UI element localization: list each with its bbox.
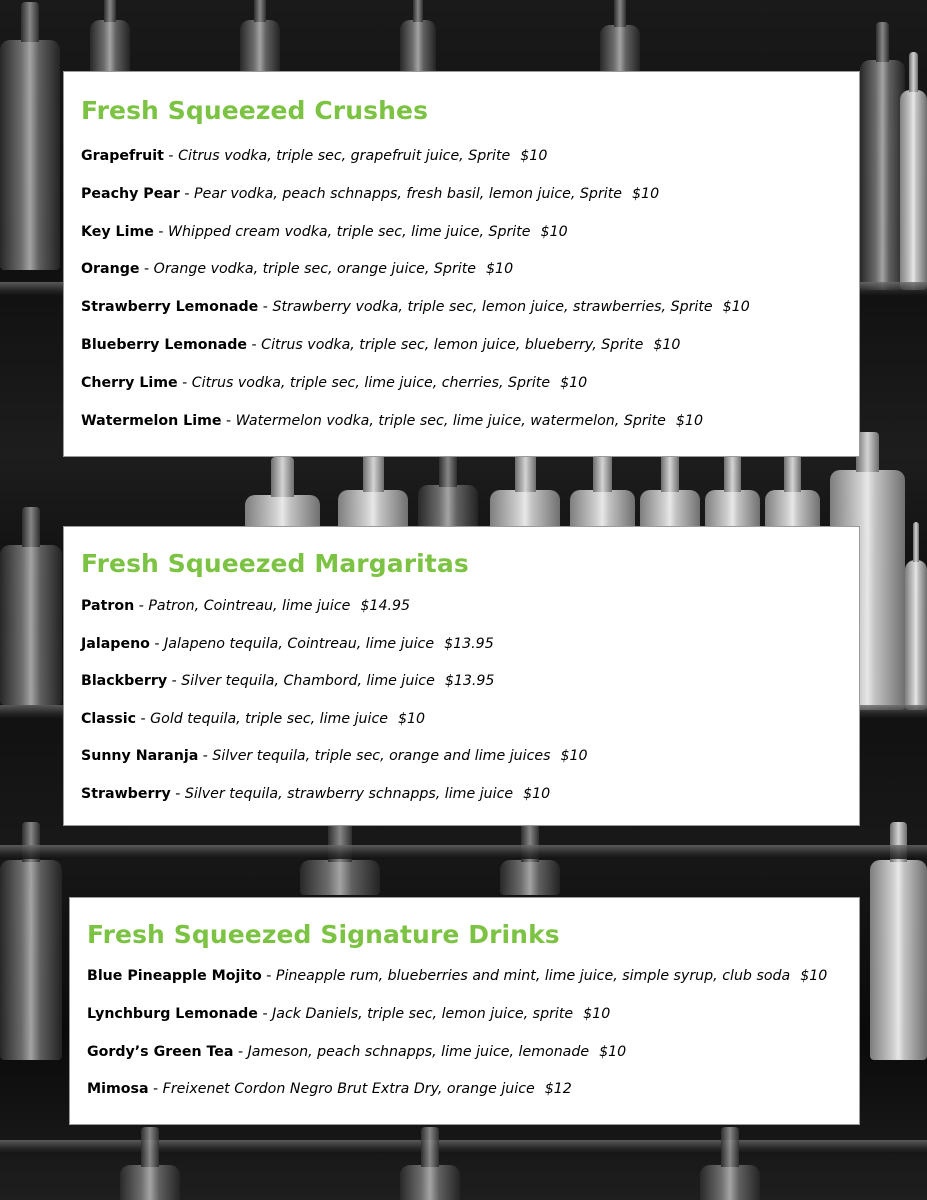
bottle-decoration xyxy=(400,20,436,75)
name-separator: - xyxy=(136,710,151,727)
bottle-decoration xyxy=(0,860,62,1060)
name-separator: - xyxy=(170,785,185,802)
drink-name: Orange xyxy=(81,261,140,278)
drink-name: Grapefruit xyxy=(81,148,164,164)
margaritas-list xyxy=(81,597,588,823)
menu-item xyxy=(81,597,588,615)
name-separator: - xyxy=(258,299,273,316)
drink-ingredients: Jalapeno tequila, Cointreau, lime juice xyxy=(164,635,435,652)
shelf xyxy=(0,845,927,859)
drink-name: Patron xyxy=(81,598,135,614)
drink-ingredients: Pear vodka, peach schnapps, fresh basil, lemon juice, Sprite xyxy=(194,185,623,202)
drink-name: Jalapeno xyxy=(81,635,150,652)
drink-price: $12 xyxy=(544,1081,572,1098)
menu-item xyxy=(81,185,750,203)
menu-item xyxy=(81,147,750,165)
bottle-decoration xyxy=(870,860,927,1060)
drink-ingredients: Pineapple rum, blueberries and mint, lime juice, simple syrup, club soda xyxy=(275,968,791,984)
name-separator: - xyxy=(149,635,165,652)
menu-item xyxy=(81,298,750,316)
drink-ingredients: Strawberry vodka, triple sec, lemon juice, strawberries, Sprite xyxy=(272,299,713,316)
bottle-decoration xyxy=(500,860,560,895)
drink-ingredients: Gold tequila, triple sec, lime juice xyxy=(150,710,388,727)
name-separator: - xyxy=(177,374,192,391)
drink-name: Mimosa xyxy=(87,1081,149,1098)
menu-item xyxy=(81,412,750,430)
menu-item xyxy=(87,967,827,985)
menu-item xyxy=(81,635,588,653)
name-separator: - xyxy=(198,748,213,765)
drink-price: $10 xyxy=(632,185,660,202)
bottle-decoration xyxy=(0,40,60,270)
drink-price: $10 xyxy=(523,785,551,802)
menu-item xyxy=(87,1043,827,1061)
drink-ingredients: Freixenet Cordon Negro Brut Extra Dry, orange juice xyxy=(162,1081,535,1098)
drink-price: $10 xyxy=(560,748,588,765)
drink-price: $10 xyxy=(397,710,426,727)
bottle-decoration xyxy=(600,25,640,75)
drink-name: Strawberry xyxy=(81,785,171,802)
bottle-decoration xyxy=(860,60,905,290)
bottle-decoration xyxy=(0,545,62,705)
bottle-decoration xyxy=(400,1165,460,1200)
drink-price: $10 xyxy=(560,374,588,391)
name-separator: - xyxy=(153,223,169,240)
margaritas-heading: Fresh Squeezed Margaritas xyxy=(81,549,469,578)
crushes-list xyxy=(81,147,750,449)
margaritas-menu-card xyxy=(63,526,860,826)
menu-item xyxy=(81,260,750,278)
drink-ingredients: Citrus vodka, triple sec, lime juice, cherries, Sprite xyxy=(191,374,551,391)
drink-ingredients: Citrus vodka, triple sec, grapefruit juice, Sprite xyxy=(178,148,511,164)
drink-name: Lynchburg Lemonade xyxy=(87,1005,258,1022)
menu-item xyxy=(87,1005,827,1023)
drink-name: Blackberry xyxy=(81,673,168,690)
drink-price: $10 xyxy=(599,1043,627,1060)
bottle-decoration xyxy=(900,90,927,290)
drink-ingredients: Watermelon vodka, triple sec, lime juice, watermelon, Sprite xyxy=(235,412,666,429)
bottle-decoration xyxy=(120,1165,180,1200)
drink-price: $10 xyxy=(583,1005,611,1022)
signature-drinks-heading: Fresh Squeezed Signature Drinks xyxy=(87,920,560,949)
drink-price: $10 xyxy=(540,223,568,240)
drink-name: Key Lime xyxy=(81,223,154,240)
menu-item xyxy=(81,785,588,803)
drink-name: Cherry Lime xyxy=(81,374,178,391)
drink-price: $13.95 xyxy=(444,673,495,690)
drink-price: $13.95 xyxy=(444,635,494,652)
drink-ingredients: Jameson, peach schnapps, lime juice, lemonade xyxy=(247,1043,590,1060)
drink-price: $10 xyxy=(800,968,828,984)
crushes-heading: Fresh Squeezed Crushes xyxy=(81,96,429,125)
drink-name: Gordy’s Green Tea xyxy=(87,1043,234,1060)
bottle-decoration xyxy=(300,860,380,895)
drink-price: $10 xyxy=(722,299,750,316)
drink-price: $10 xyxy=(653,336,681,353)
drink-price: $10 xyxy=(520,148,548,164)
drink-ingredients: Jack Daniels, triple sec, lemon juice, sprite xyxy=(272,1005,574,1022)
name-separator: - xyxy=(257,1005,273,1022)
signature-drinks-menu-card xyxy=(69,897,860,1125)
drink-ingredients: Patron, Cointreau, lime juice xyxy=(148,598,351,614)
drink-ingredients: Whipped cream vodka, triple sec, lime juice, Sprite xyxy=(168,223,531,240)
drink-name: Blueberry Lemonade xyxy=(81,336,248,353)
shelf xyxy=(0,1140,927,1154)
signature-drinks-list xyxy=(87,967,827,1118)
drink-ingredients: Silver tequila, triple sec, orange and lime juices xyxy=(212,748,551,765)
name-separator: - xyxy=(148,1081,163,1098)
drink-price: $14.95 xyxy=(360,598,411,614)
name-separator: - xyxy=(261,968,276,984)
name-separator: - xyxy=(139,261,154,278)
name-separator: - xyxy=(179,185,195,202)
drink-name: Strawberry Lemonade xyxy=(81,299,259,316)
drink-price: $10 xyxy=(486,261,514,278)
drink-name: Classic xyxy=(81,710,137,727)
drink-name: Peachy Pear xyxy=(81,185,180,202)
drink-ingredients: Silver tequila, Chambord, lime juice xyxy=(181,673,435,690)
menu-item xyxy=(87,1080,827,1098)
crushes-menu-card xyxy=(63,71,860,457)
name-separator: - xyxy=(167,673,182,690)
drink-name: Sunny Naranja xyxy=(81,748,199,765)
bottle-decoration xyxy=(700,1165,760,1200)
menu-item xyxy=(81,374,750,392)
name-separator: - xyxy=(221,412,236,429)
drink-name: Blue Pineapple Mojito xyxy=(87,968,262,984)
name-separator: - xyxy=(163,148,179,164)
menu-item xyxy=(81,336,750,354)
drink-price: $10 xyxy=(675,412,703,429)
menu-item xyxy=(81,710,588,728)
name-separator: - xyxy=(134,598,149,614)
menu-item xyxy=(81,672,588,690)
drink-ingredients: Citrus vodka, triple sec, lemon juice, blueberry, Sprite xyxy=(261,336,644,353)
name-separator: - xyxy=(233,1043,248,1060)
bottle-decoration xyxy=(905,560,927,710)
menu-item xyxy=(81,747,588,765)
drink-name: Watermelon Lime xyxy=(81,412,222,429)
name-separator: - xyxy=(247,336,262,353)
drink-ingredients: Silver tequila, strawberry schnapps, lime juice xyxy=(184,785,514,802)
drink-ingredients: Orange vodka, triple sec, orange juice, Sprite xyxy=(153,261,477,278)
menu-item xyxy=(81,223,750,241)
